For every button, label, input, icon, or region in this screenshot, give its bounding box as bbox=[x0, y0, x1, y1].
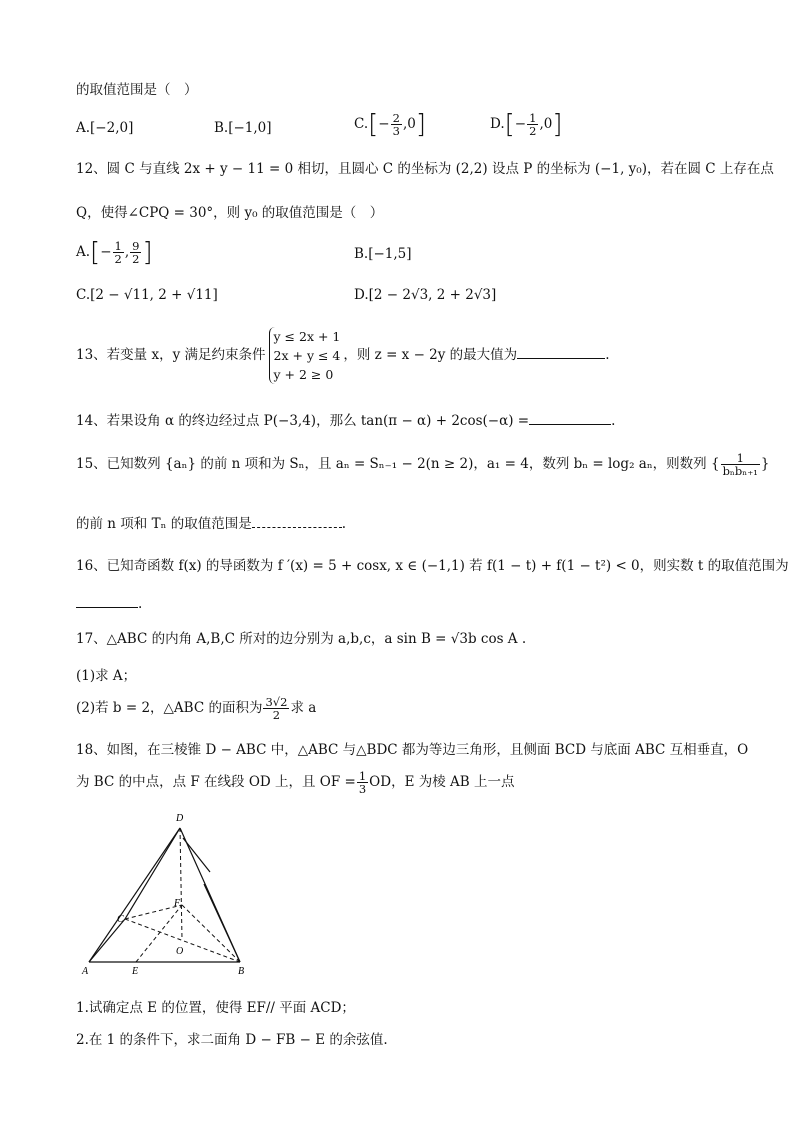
q14: 14、若果设角 α 的终边经过点 P(−3,4)，那么 tan(π − α) + 2cos(−α) = . bbox=[76, 410, 615, 431]
q15-line-2: 的前 n 项和 Tₙ 的取值范围是 . bbox=[76, 513, 346, 534]
q13: 13、若变量 x，y 满足约束条件 y ≤ 2x + 1 2x + y ≤ 4 y + 2 ≥ 0 ，则 z = x − 2y 的最大值为 . bbox=[76, 329, 610, 382]
segment-fb bbox=[182, 905, 240, 962]
q16-answer-blank bbox=[76, 593, 138, 608]
q18-part-1: 1.试确定点 E 的位置，使得 EF// 平面 ACD； bbox=[76, 1000, 355, 1016]
q13-prefix: 13、若变量 x，y 满足约束条件 bbox=[76, 347, 266, 363]
edge-bd-outline-lower bbox=[204, 884, 240, 962]
pyramid-figure bbox=[70, 808, 270, 980]
label-f: F bbox=[174, 898, 181, 909]
label-c: C bbox=[117, 914, 124, 925]
q17-part-1: (1)求 A； bbox=[76, 668, 137, 684]
q12-option-a: A.[− $\frac{1}{2}$ , $\frac{9}{2}$ ] bbox=[76, 237, 153, 268]
segment-od bbox=[180, 828, 182, 939]
q17-part-2: (2)若 b = 2，△ABC 的面积为 $\frac{3√2}{2}$ 求 a bbox=[76, 695, 317, 722]
q16-line-2: . bbox=[76, 593, 142, 614]
q11-c-frac: $\frac{2}{3}$ bbox=[392, 111, 400, 138]
edge-ac bbox=[89, 919, 125, 962]
q11-option-c: C.[− $\frac{2}{3}$ ,0] bbox=[354, 109, 426, 140]
q12-option-c: C.[2 − √11, 2 + √11] bbox=[76, 287, 218, 303]
q13-suffix: ，则 z = x − 2y 的最大值为 bbox=[343, 347, 518, 363]
q13-constraint-system: y ≤ 2x + 1 2x + y ≤ 4 y + 2 ≥ 0 bbox=[269, 327, 341, 384]
q12-line-2: Q，使得∠CPQ = 30°，则 y₀ 的取值范围是（ ） bbox=[76, 205, 384, 221]
q11-d-frac: $\frac{1}{2}$ bbox=[529, 111, 537, 138]
q15-frac: $\frac{1}{\text{bₙbₙ₊₁}}$ bbox=[722, 451, 758, 478]
q18-line-2: 为 BC 的中点，点 F 在线段 OD 上，且 OF = $\frac{1}{3}$ OD，E 为棱 AB 上一点 bbox=[76, 769, 515, 796]
label-b: B bbox=[238, 966, 245, 977]
q18-frac: $\frac{1}{3}$ bbox=[358, 769, 367, 796]
q11-c-label: C. bbox=[354, 116, 369, 132]
q15-answer-blank bbox=[252, 513, 342, 528]
edge-cd bbox=[125, 828, 180, 919]
label-a: A bbox=[82, 966, 89, 977]
q11-option-d: D.[− $\frac{1}{2}$ ,0] bbox=[490, 109, 563, 140]
label-e: E bbox=[132, 966, 139, 977]
q16-line-1: 16、已知奇函数 f(x) 的导函数为 f ′(x) = 5 + cosx, x ∈ (−1,1) 若 f(1 − t) + f(1 − t²) < 0，则实数 t 的取值范围为 bbox=[76, 558, 789, 574]
q17-stem: 17、△ABC 的内角 A,B,C 所对的边分别为 a,b,c，a sin B = √3b cos A . bbox=[76, 631, 527, 647]
q12-line-1: 12、圆 C 与直线 2x + y − 11 = 0 相切，且圆心 C 的坐标为 (2,2) 设点 P 的坐标为 (−1, y₀)，若在圆 C 上存在点 bbox=[76, 161, 774, 177]
q18-part-2: 2.在 1 的条件下，求二面角 D − FB − E 的余弦值. bbox=[76, 1032, 388, 1048]
q11-option-a: A.[−2,0] bbox=[76, 120, 134, 136]
q11-stem-tail: 的取值范围是（ ） bbox=[76, 82, 198, 98]
label-d: D bbox=[176, 813, 184, 824]
q14-answer-blank bbox=[529, 410, 611, 425]
edge-bd-outline bbox=[183, 838, 210, 872]
q18-line-1: 18、如图，在三棱锥 D − ABC 中，△ABC 与△BDC 都为等边三角形，且侧面 BCD 与底面 ABC 互相垂直，O bbox=[76, 742, 749, 758]
q13-answer-blank bbox=[517, 344, 605, 359]
q12-option-b: B.[−1,5] bbox=[354, 246, 412, 262]
q15-line-1: 15、已知数列 {aₙ} 的前 n 项和为 Sₙ，且 aₙ = Sₙ₋₁ − 2(n ≥ 2)，a₁ = 4，数列 bₙ = log₂ aₙ，则数列 { $\frac{1}{\text{bₙbₙ₊₁}}$ } bbox=[76, 451, 770, 478]
edge-ad bbox=[89, 828, 180, 962]
q11-d-label: D. bbox=[490, 116, 505, 132]
q11-option-b: B.[−1,0] bbox=[214, 120, 272, 136]
q12-option-d: D.[2 − 2√3, 2 + 2√3] bbox=[354, 287, 497, 303]
label-o: O bbox=[176, 946, 184, 957]
q17-area-frac: $\frac{3√2}{2}$ bbox=[265, 695, 288, 722]
